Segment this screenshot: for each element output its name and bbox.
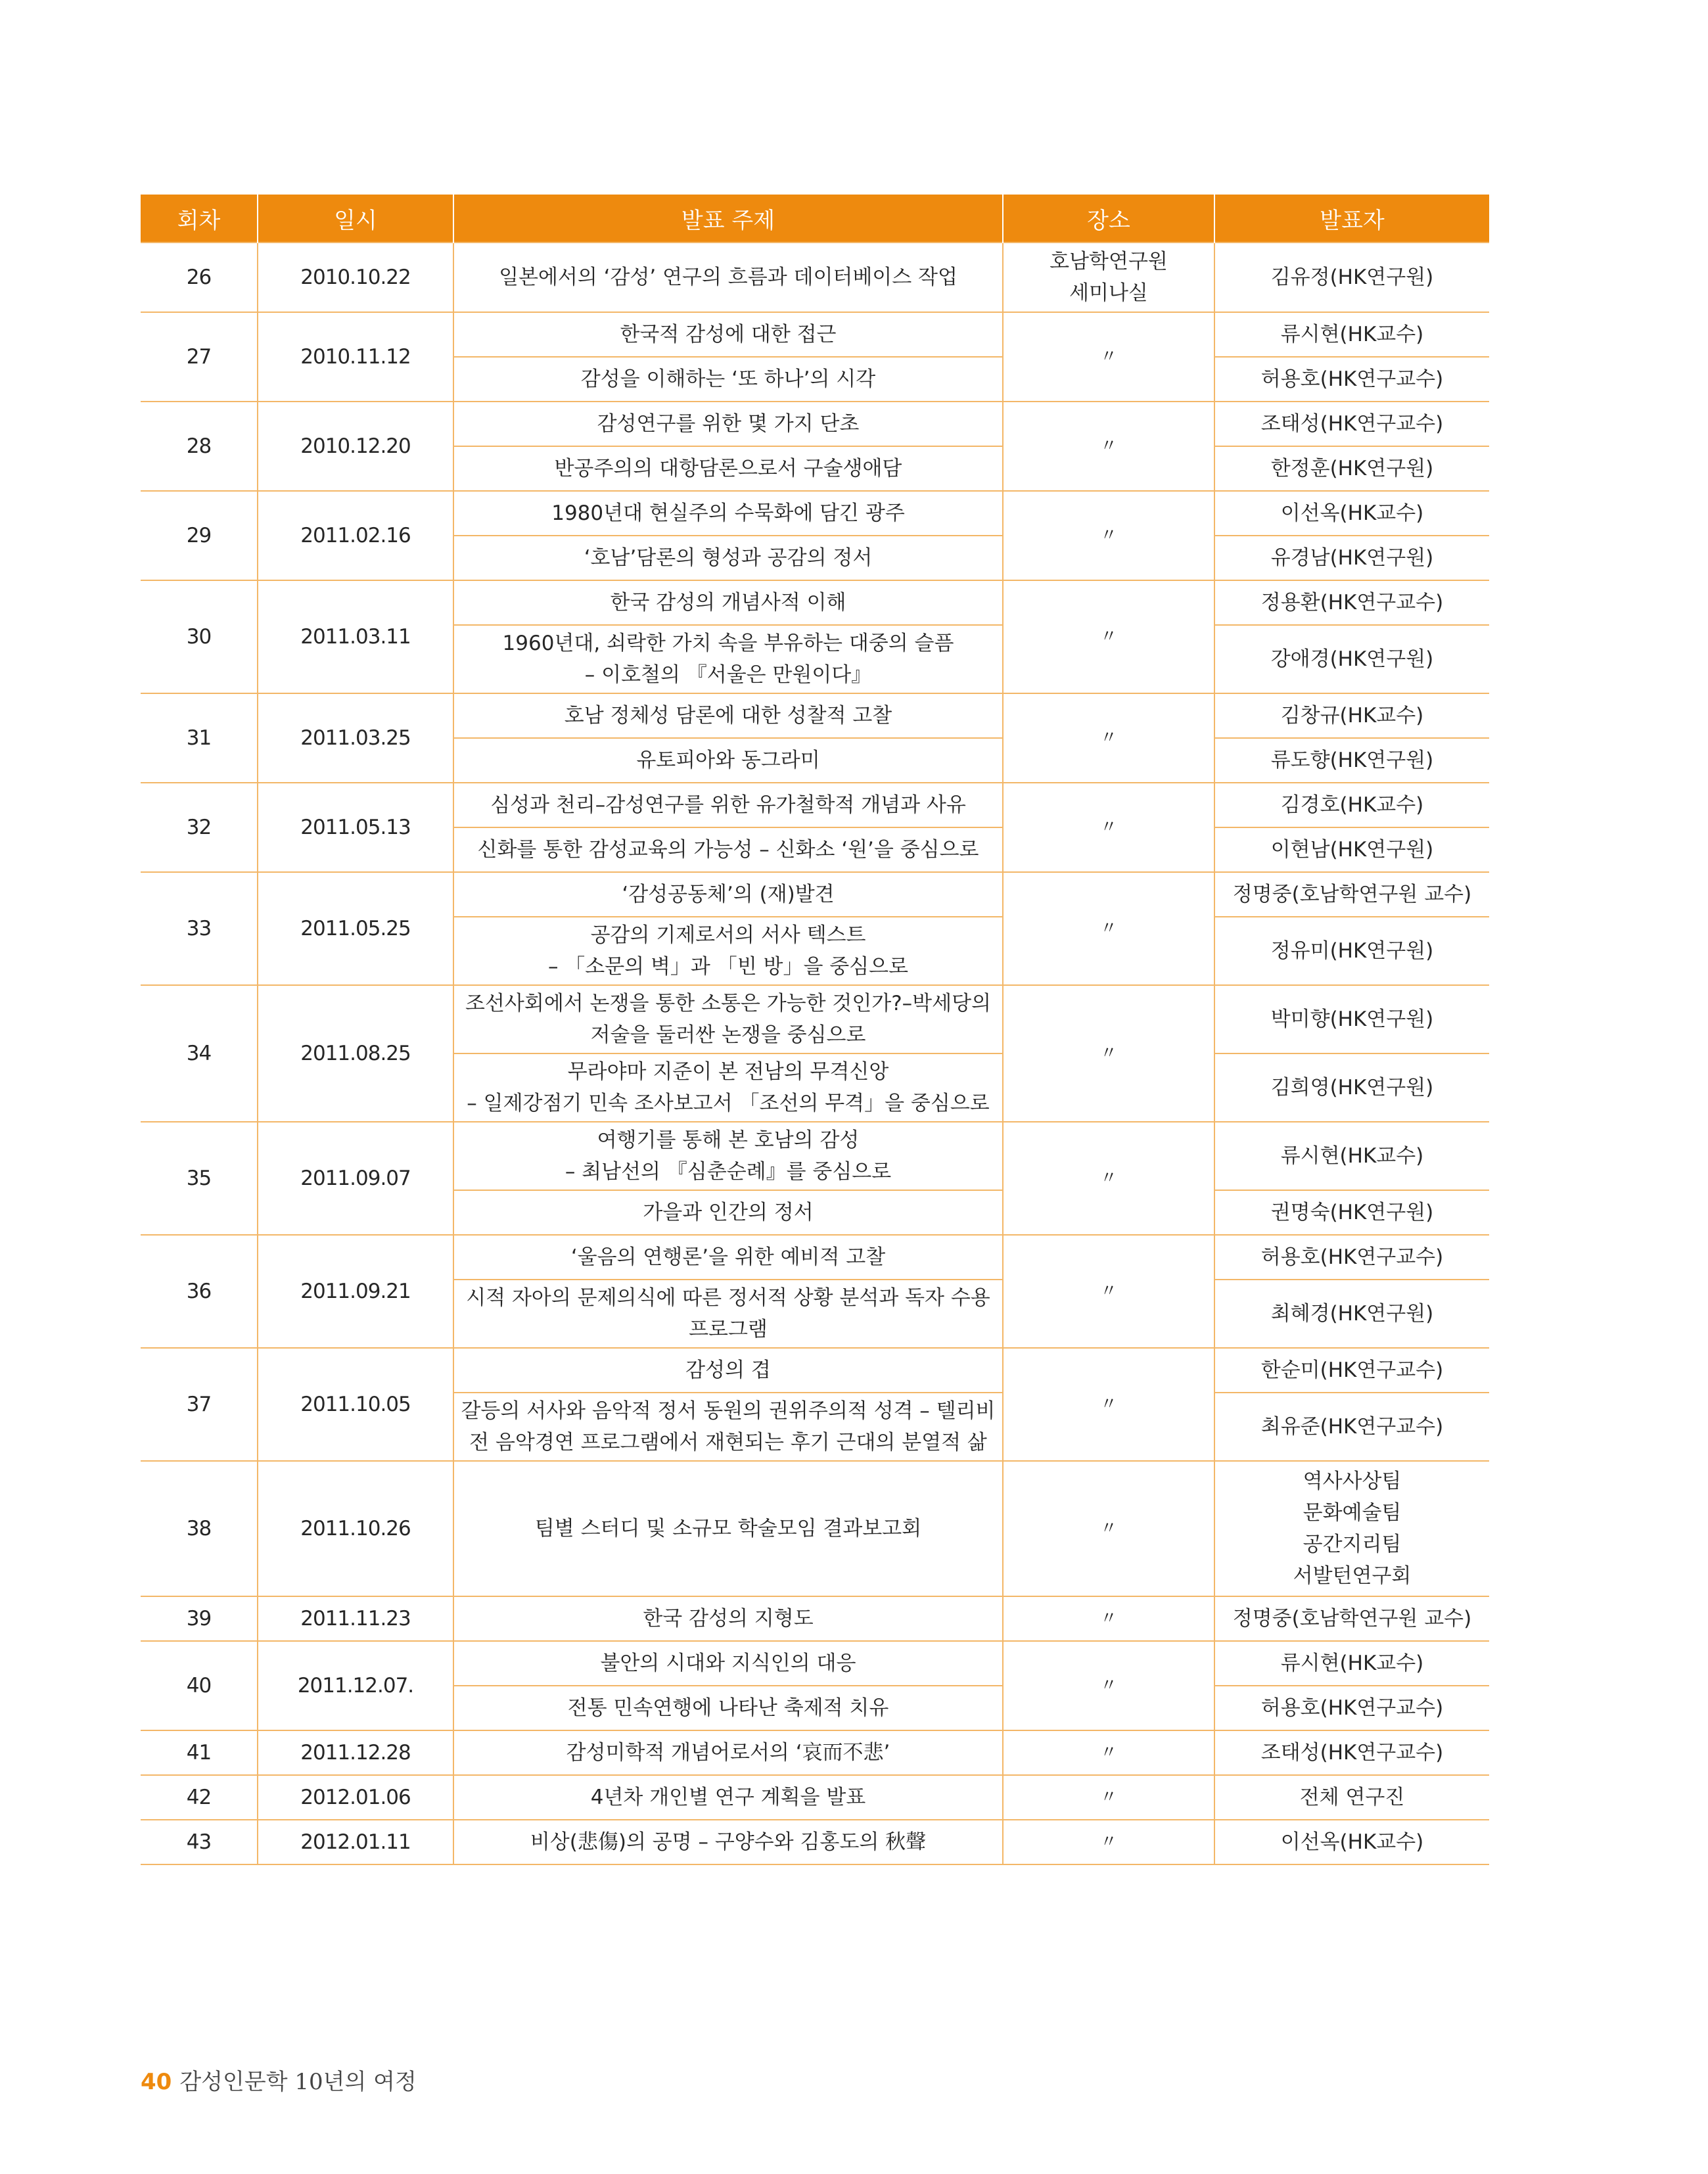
speaker-cell: 허용호(HK연구교수): [1214, 357, 1489, 402]
speaker-cell: 류도향(HK연구원): [1214, 738, 1489, 783]
speaker-cell: 이현남(HK연구원): [1214, 827, 1489, 872]
session-date-cell: 2011.03.11: [258, 580, 453, 693]
table-row: [141, 783, 1489, 827]
session-date-cell: 2011.03.25: [258, 693, 453, 783]
topic-cell: 팀별 스터디 및 소규모 학술모임 결과보고회: [453, 1461, 1003, 1596]
speaker-cell: 허용호(HK연구교수): [1214, 1686, 1489, 1730]
table-row: [141, 872, 1489, 917]
table-row: [141, 1461, 1489, 1596]
session-date-cell: 2010.10.22: [258, 243, 453, 312]
table-row: [141, 693, 1489, 738]
table-row: [141, 1730, 1489, 1775]
venue-cell: 〃: [1003, 491, 1214, 580]
session-number-cell: 37: [141, 1348, 258, 1461]
session-date-cell: 2011.12.28: [258, 1730, 453, 1775]
speaker-cell: 박미향(HK연구원): [1214, 985, 1489, 1053]
session-number-cell: 35: [141, 1122, 258, 1235]
table-row: [141, 312, 1489, 357]
session-number-cell: 39: [141, 1596, 258, 1641]
session-date-cell: 2011.10.05: [258, 1348, 453, 1461]
venue-cell: 〃: [1003, 693, 1214, 783]
header-venue: 장소: [1003, 195, 1214, 243]
session-date-cell: 2011.09.07: [258, 1122, 453, 1235]
venue-cell: 〃: [1003, 1730, 1214, 1775]
speaker-cell: 류시현(HK교수): [1214, 312, 1489, 357]
header-date: 일시: [258, 195, 453, 243]
session-date-cell: 2011.10.26: [258, 1461, 453, 1596]
topic-cell: 신화를 통한 감성교육의 가능성 – 신화소 ‘원’을 중심으로: [453, 827, 1003, 872]
table-row: [141, 1235, 1489, 1280]
topic-cell: 한국 감성의 지형도: [453, 1596, 1003, 1641]
table-row: [141, 985, 1489, 1053]
speaker-cell: 조태성(HK연구교수): [1214, 1730, 1489, 1775]
topic-cell: 가을과 인간의 정서: [453, 1190, 1003, 1235]
speaker-cell: 김유정(HK연구원): [1214, 243, 1489, 312]
speaker-cell: 전체 연구진: [1214, 1775, 1489, 1820]
session-number-cell: 26: [141, 243, 258, 312]
table-row: [141, 580, 1489, 625]
topic-cell: ‘울음의 연행론’을 위한 예비적 고찰: [453, 1235, 1003, 1280]
venue-cell: 〃: [1003, 402, 1214, 491]
venue-cell: 〃: [1003, 1820, 1214, 1864]
session-number-cell: 41: [141, 1730, 258, 1775]
topic-cell: 조선사회에서 논쟁을 통한 소통은 가능한 것인가?–박세당의 저술을 둘러싼 논쟁을 중심으로: [453, 985, 1003, 1053]
topic-cell: 4년차 개인별 연구 계획을 발표: [453, 1775, 1003, 1820]
venue-cell: 〃: [1003, 1461, 1214, 1596]
topic-cell: 1980년대 현실주의 수묵화에 담긴 광주: [453, 491, 1003, 536]
venue-cell: 〃: [1003, 580, 1214, 693]
venue-cell: 〃: [1003, 985, 1214, 1122]
speaker-cell: 정명중(호남학연구원 교수): [1214, 1596, 1489, 1641]
session-date-cell: 2011.12.07.: [258, 1641, 453, 1730]
speaker-cell: 역사사상팀 문화예술팀 공간지리팀 서발턴연구회: [1214, 1461, 1489, 1596]
topic-cell: 한국적 감성에 대한 접근: [453, 312, 1003, 357]
speaker-cell: 정명중(호남학연구원 교수): [1214, 872, 1489, 917]
topic-cell: 심성과 천리–감성연구를 위한 유가철학적 개념과 사유: [453, 783, 1003, 827]
speaker-cell: 김희영(HK연구원): [1214, 1053, 1489, 1122]
topic-cell: 한국 감성의 개념사적 이해: [453, 580, 1003, 625]
topic-cell: ‘감성공동체’의 (재)발견: [453, 872, 1003, 917]
speaker-cell: 한정훈(HK연구원): [1214, 446, 1489, 491]
venue-cell: 〃: [1003, 1596, 1214, 1641]
session-date-cell: 2011.11.23: [258, 1596, 453, 1641]
session-date-cell: 2010.11.12: [258, 312, 453, 402]
session-number-cell: 28: [141, 402, 258, 491]
topic-cell: 감성의 겹: [453, 1348, 1003, 1393]
speaker-cell: 최혜경(HK연구원): [1214, 1280, 1489, 1348]
topic-cell: 공감의 기제로서의 서사 텍스트 – 「소문의 벽」과 「빈 방」을 중심으로: [453, 917, 1003, 985]
session-date-cell: 2011.05.13: [258, 783, 453, 872]
session-number-cell: 30: [141, 580, 258, 693]
speaker-cell: 이선옥(HK교수): [1214, 1820, 1489, 1864]
header-session-no: 회차: [141, 195, 258, 243]
table-row: [141, 1122, 1489, 1190]
table-row: [141, 1348, 1489, 1393]
speaker-cell: 권명숙(HK연구원): [1214, 1190, 1489, 1235]
topic-cell: 일본에서의 ‘감성’ 연구의 흐름과 데이터베이스 작업: [453, 243, 1003, 312]
table-row: [141, 402, 1489, 446]
topic-cell: 감성연구를 위한 몇 가지 단초: [453, 402, 1003, 446]
header-topic: 발표 주제: [453, 195, 1003, 243]
table-row: [141, 1820, 1489, 1864]
session-date-cell: 2010.12.20: [258, 402, 453, 491]
session-date-cell: 2011.09.21: [258, 1235, 453, 1348]
page-number: 40: [141, 2069, 172, 2095]
venue-cell: 〃: [1003, 1122, 1214, 1235]
table-row: [141, 491, 1489, 536]
speaker-cell: 이선옥(HK교수): [1214, 491, 1489, 536]
venue-cell: 〃: [1003, 1348, 1214, 1461]
table-body: [141, 243, 1489, 1864]
venue-cell: 〃: [1003, 1775, 1214, 1820]
venue-cell: 〃: [1003, 1235, 1214, 1348]
speaker-cell: 류시현(HK교수): [1214, 1641, 1489, 1686]
speaker-cell: 정용환(HK연구교수): [1214, 580, 1489, 625]
seminar-schedule-table: [141, 195, 1489, 1865]
session-number-cell: 34: [141, 985, 258, 1122]
session-number-cell: 42: [141, 1775, 258, 1820]
table-row: [141, 1775, 1489, 1820]
header-speaker: 발표자: [1214, 195, 1489, 243]
session-number-cell: 27: [141, 312, 258, 402]
table-row: [141, 243, 1489, 312]
session-number-cell: 36: [141, 1235, 258, 1348]
venue-cell: 〃: [1003, 312, 1214, 402]
session-number-cell: 29: [141, 491, 258, 580]
session-date-cell: 2011.08.25: [258, 985, 453, 1122]
speaker-cell: 류시현(HK교수): [1214, 1122, 1489, 1190]
topic-cell: 감성미학적 개념어로서의 ‘哀而不悲’: [453, 1730, 1003, 1775]
venue-cell: 〃: [1003, 783, 1214, 872]
table-header-row: [141, 195, 1489, 243]
book-title: 감성인문학 10년의 여정: [179, 2069, 417, 2095]
speaker-cell: 최유준(HK연구교수): [1214, 1393, 1489, 1461]
session-number-cell: 38: [141, 1461, 258, 1596]
page-footer: [141, 2064, 417, 2096]
topic-cell: 갈등의 서사와 음악적 정서 동원의 권위주의적 성격 – 텔리비 전 음악경연 프로그램에서 재현되는 후기 근대의 분열적 삶: [453, 1393, 1003, 1461]
session-date-cell: 2012.01.06: [258, 1775, 453, 1820]
session-date-cell: 2011.02.16: [258, 491, 453, 580]
topic-cell: 무라야마 지준이 본 전남의 무격신앙 – 일제강점기 민속 조사보고서 「조선의 무격」을 중심으로: [453, 1053, 1003, 1122]
topic-cell: ‘호남’담론의 형성과 공감의 정서: [453, 536, 1003, 580]
table-row: [141, 1641, 1489, 1686]
topic-cell: 호남 정체성 담론에 대한 성찰적 고찰: [453, 693, 1003, 738]
speaker-cell: 김경호(HK교수): [1214, 783, 1489, 827]
topic-cell: 반공주의의 대항담론으로서 구술생애담: [453, 446, 1003, 491]
speaker-cell: 조태성(HK연구교수): [1214, 402, 1489, 446]
topic-cell: 불안의 시대와 지식인의 대응: [453, 1641, 1003, 1686]
topic-cell: 유토피아와 동그라미: [453, 738, 1003, 783]
venue-cell: 호남학연구원 세미나실: [1003, 243, 1214, 312]
speaker-cell: 김창규(HK교수): [1214, 693, 1489, 738]
session-number-cell: 31: [141, 693, 258, 783]
session-date-cell: 2012.01.11: [258, 1820, 453, 1864]
topic-cell: 감성을 이해하는 ‘또 하나’의 시각: [453, 357, 1003, 402]
speaker-cell: 강애경(HK연구원): [1214, 625, 1489, 693]
topic-cell: 전통 민속연행에 나타난 축제적 치유: [453, 1686, 1003, 1730]
session-number-cell: 40: [141, 1641, 258, 1730]
topic-cell: 여행기를 통해 본 호남의 감성 – 최남선의 『심춘순례』를 중심으로: [453, 1122, 1003, 1190]
speaker-cell: 한순미(HK연구교수): [1214, 1348, 1489, 1393]
topic-cell: 비상(悲傷)의 공명 – 구양수와 김홍도의 秋聲: [453, 1820, 1003, 1864]
session-number-cell: 33: [141, 872, 258, 985]
topic-cell: 1960년대, 쇠락한 가치 속을 부유하는 대중의 슬픔 – 이호철의 『서울은 만원이다』: [453, 625, 1003, 693]
topic-cell: 시적 자아의 문제의식에 따른 정서적 상황 분석과 독자 수용 프로그램: [453, 1280, 1003, 1348]
venue-cell: 〃: [1003, 1641, 1214, 1730]
table-row: [141, 1596, 1489, 1641]
session-date-cell: 2011.05.25: [258, 872, 453, 985]
venue-cell: 〃: [1003, 872, 1214, 985]
speaker-cell: 유경남(HK연구원): [1214, 536, 1489, 580]
session-number-cell: 32: [141, 783, 258, 872]
session-number-cell: 43: [141, 1820, 258, 1864]
speaker-cell: 허용호(HK연구교수): [1214, 1235, 1489, 1280]
speaker-cell: 정유미(HK연구원): [1214, 917, 1489, 985]
